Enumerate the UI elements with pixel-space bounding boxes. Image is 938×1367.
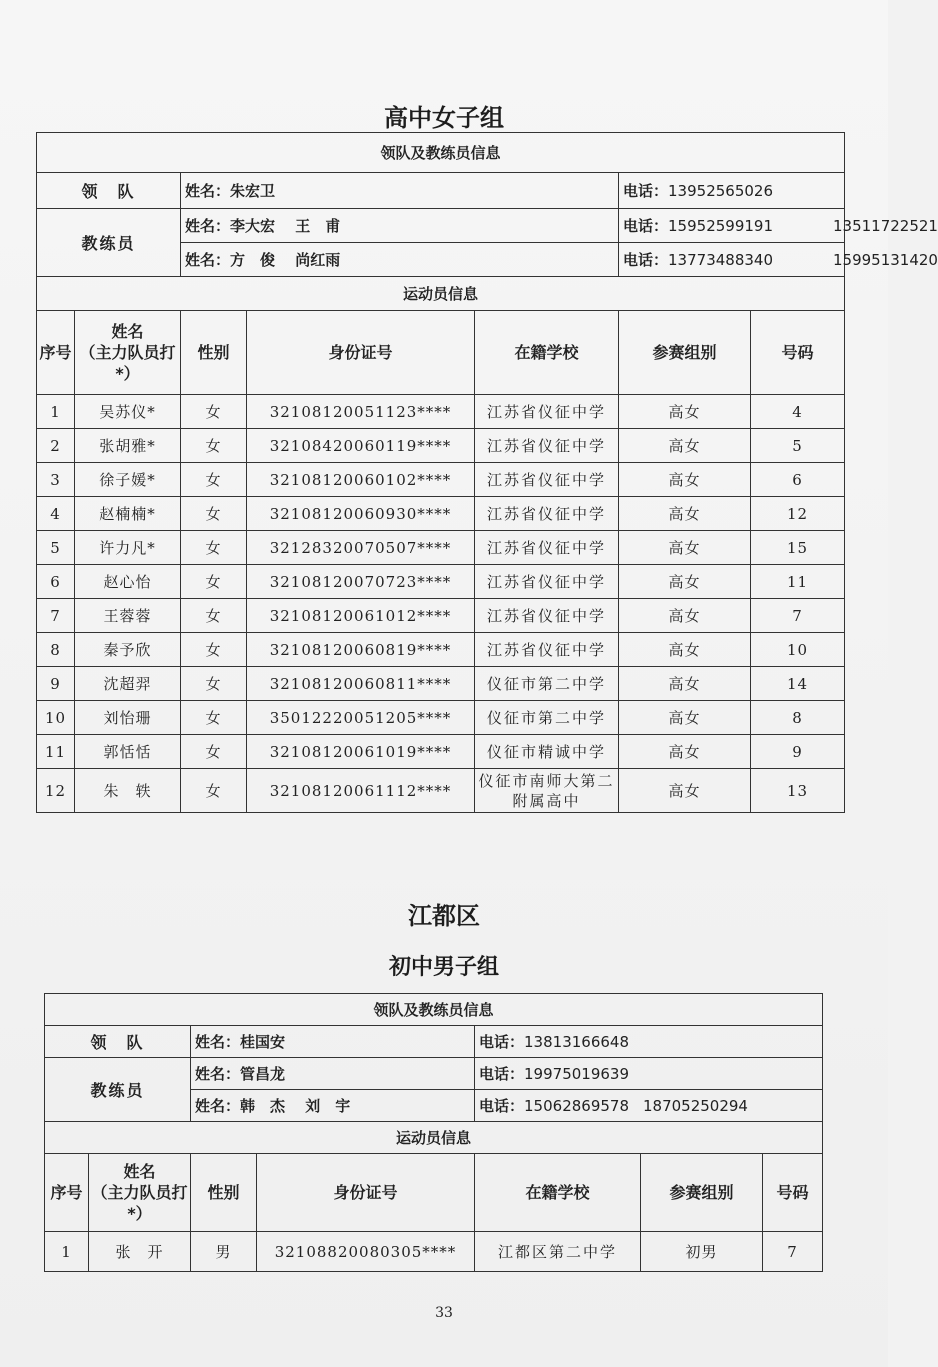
- athlete-group: 高女: [619, 497, 751, 531]
- athlete-name: 沈超羿: [75, 667, 181, 701]
- athlete-number: 11: [751, 565, 845, 599]
- coach-names: 管昌龙: [240, 1065, 286, 1083]
- coach-names: 李大宏 王 甫: [230, 217, 341, 235]
- athlete-group: 高女: [619, 599, 751, 633]
- leader-label: 领 队: [45, 1026, 191, 1058]
- coach-phone: 19975019639: [524, 1065, 629, 1083]
- leader-name-cell: [191, 1026, 475, 1058]
- row-no: 7: [37, 599, 75, 633]
- athlete-name: 张胡雅*: [75, 429, 181, 463]
- table-row: [37, 701, 845, 735]
- table-row: [37, 429, 845, 463]
- athlete-number: 14: [751, 667, 845, 701]
- athlete-gender: 女: [181, 769, 247, 813]
- athlete-id: 32108120051123****: [247, 395, 475, 429]
- athlete-gender: 女: [181, 497, 247, 531]
- col-header-number: 号码: [751, 311, 845, 395]
- athlete-school: 江苏省仪征中学: [475, 429, 619, 463]
- leader-label: 领 队: [37, 173, 181, 209]
- row-no: 10: [37, 701, 75, 735]
- leader-name: 桂国安: [240, 1033, 286, 1051]
- district-title: 江都区: [408, 901, 480, 930]
- athlete-id: 32108420060119****: [247, 429, 475, 463]
- table-row: [37, 667, 845, 701]
- coach-phone: 15062869578: [524, 1097, 629, 1115]
- table-row: [37, 395, 845, 429]
- leader-phone: 13813166648: [524, 1033, 629, 1051]
- name-prefix: 姓名：: [195, 1033, 241, 1051]
- athlete-group: 高女: [619, 735, 751, 769]
- athlete-group: 高女: [619, 429, 751, 463]
- table-row: [37, 599, 845, 633]
- athlete-number: 7: [763, 1232, 823, 1272]
- phone-prefix: 电话：: [479, 1033, 525, 1051]
- col-header-name: 姓名 （主力队员打*）: [89, 1154, 191, 1232]
- coach-phone-2: 13511722521: [833, 217, 938, 235]
- athlete-number: 5: [751, 429, 845, 463]
- athlete-id: 32108120060811****: [247, 667, 475, 701]
- coach-phone-cell: [619, 209, 938, 243]
- name-prefix: 姓名：: [185, 182, 231, 200]
- col-header-school: 在籍学校: [475, 311, 619, 395]
- athlete-gender: 女: [181, 429, 247, 463]
- name-prefix: 姓名：: [195, 1065, 241, 1083]
- athlete-number: 9: [751, 735, 845, 769]
- athlete-id: 32108120061112****: [247, 769, 475, 813]
- athlete-gender: 女: [181, 531, 247, 565]
- row-no: 5: [37, 531, 75, 565]
- coach-names: 方 俊 尚红雨: [230, 251, 341, 269]
- col-header-group: 参赛组别: [619, 311, 751, 395]
- row-no: 9: [37, 667, 75, 701]
- col-header-number: 号码: [763, 1154, 823, 1232]
- row-no: 3: [37, 463, 75, 497]
- athlete-group: 高女: [619, 395, 751, 429]
- col-header-gender: 性别: [181, 311, 247, 395]
- athlete-school: 仪征市精诚中学: [475, 735, 619, 769]
- col-header-gender: 性别: [191, 1154, 257, 1232]
- coach-name-cell: [191, 1058, 475, 1090]
- col-header-school: 在籍学校: [475, 1154, 641, 1232]
- athlete-gender: 男: [191, 1232, 257, 1272]
- row-no: 12: [37, 769, 75, 813]
- section1-title: 高中女子组: [384, 103, 504, 132]
- col-header-group: 参赛组别: [641, 1154, 763, 1232]
- athlete-school: 江苏省仪征中学: [475, 531, 619, 565]
- athlete-name: 赵楠楠*: [75, 497, 181, 531]
- athlete-school: 江苏省仪征中学: [475, 565, 619, 599]
- athlete-school: 江苏省仪征中学: [475, 599, 619, 633]
- athlete-group: 高女: [619, 463, 751, 497]
- athlete-id: 32108120060819****: [247, 633, 475, 667]
- row-no: 1: [37, 395, 75, 429]
- athlete-school: 江苏省仪征中学: [475, 497, 619, 531]
- athlete-number: 12: [751, 497, 845, 531]
- table-row: [37, 735, 845, 769]
- athlete-header: 运动员信息: [45, 1122, 823, 1154]
- athlete-number: 6: [751, 463, 845, 497]
- coach-phone-2: 18705250294: [643, 1097, 748, 1115]
- athlete-id: 32108120061019****: [247, 735, 475, 769]
- athlete-school: 江苏省仪征中学: [475, 463, 619, 497]
- section2-title: 初中男子组: [388, 954, 499, 980]
- athlete-id: 32128320070507****: [247, 531, 475, 565]
- name-prefix: 姓名：: [185, 251, 231, 269]
- athlete-name: 朱 轶: [75, 769, 181, 813]
- coach-name-cell: [181, 243, 619, 277]
- section1-table: [36, 132, 938, 813]
- athlete-school: 江都区第二中学: [475, 1232, 641, 1272]
- leader-phone-cell: [619, 173, 845, 209]
- coach-name-cell: [191, 1090, 475, 1122]
- athlete-group: 高女: [619, 565, 751, 599]
- leader-name-cell: [181, 173, 619, 209]
- athlete-header: 运动员信息: [37, 277, 845, 311]
- athlete-id: 32108120061012****: [247, 599, 475, 633]
- athlete-gender: 女: [181, 633, 247, 667]
- athlete-number: 7: [751, 599, 845, 633]
- athlete-gender: 女: [181, 735, 247, 769]
- athlete-number: 8: [751, 701, 845, 735]
- athlete-id: 32108120060102****: [247, 463, 475, 497]
- leader-phone: 13952565026: [668, 182, 773, 200]
- athlete-school: 江苏省仪征中学: [475, 633, 619, 667]
- page-number: 33: [435, 1305, 453, 1321]
- name-prefix: 姓名：: [185, 217, 231, 235]
- athlete-school: 仪征市第二中学: [475, 667, 619, 701]
- athlete-name: 徐子媛*: [75, 463, 181, 497]
- athlete-group: 高女: [619, 667, 751, 701]
- phone-prefix: 电话：: [623, 217, 669, 235]
- athlete-gender: 女: [181, 701, 247, 735]
- athlete-name: 秦予欣: [75, 633, 181, 667]
- coach-phone-cell: [475, 1058, 823, 1090]
- col-header-id: 身份证号: [257, 1154, 475, 1232]
- athlete-group: 高女: [619, 701, 751, 735]
- athlete-gender: 女: [181, 463, 247, 497]
- coach-label: 教练员: [37, 209, 181, 277]
- athlete-group: 高女: [619, 531, 751, 565]
- athlete-number: 13: [751, 769, 845, 813]
- athlete-name: 吴苏仪*: [75, 395, 181, 429]
- leader-coach-header: 领队及教练员信息: [45, 994, 823, 1026]
- row-no: 6: [37, 565, 75, 599]
- row-no: 8: [37, 633, 75, 667]
- leader-name: 朱宏卫: [230, 182, 276, 200]
- athlete-name: 张 开: [89, 1232, 191, 1272]
- athlete-name: 赵心怡: [75, 565, 181, 599]
- phone-prefix: 电话：: [623, 251, 669, 269]
- phone-prefix: 电话：: [479, 1065, 525, 1083]
- col-header-no: 序号: [37, 311, 75, 395]
- athlete-id: 32108820080305****: [257, 1232, 475, 1272]
- table-row: [37, 565, 845, 599]
- name-prefix: 姓名：: [195, 1097, 241, 1115]
- table-row: [37, 497, 845, 531]
- coach-phone-2: 15995131420: [833, 251, 938, 269]
- coach-phone: 13773488340: [668, 251, 773, 269]
- athlete-gender: 女: [181, 395, 247, 429]
- athlete-name: 郭恬恬: [75, 735, 181, 769]
- coach-phone: 15952599191: [668, 217, 773, 235]
- section2-table: [44, 993, 823, 1272]
- col-header-no: 序号: [45, 1154, 89, 1232]
- athlete-school: 仪征市南师大第二附属高中: [475, 769, 619, 813]
- row-no: 11: [37, 735, 75, 769]
- phone-prefix: 电话：: [479, 1097, 525, 1115]
- athlete-name: 许力凡*: [75, 531, 181, 565]
- athlete-group: 高女: [619, 633, 751, 667]
- athlete-number: 10: [751, 633, 845, 667]
- coach-phone-cell: [475, 1090, 823, 1122]
- athlete-name: 王蓉蓉: [75, 599, 181, 633]
- athlete-group: 初男: [641, 1232, 763, 1272]
- row-no: 1: [45, 1232, 89, 1272]
- athlete-name: 刘怡珊: [75, 701, 181, 735]
- table-row: [45, 1232, 823, 1272]
- col-header-id: 身份证号: [247, 311, 475, 395]
- col-header-name: 姓名 （主力队员打*）: [75, 311, 181, 395]
- table-row: [37, 531, 845, 565]
- table-row: [37, 769, 845, 813]
- athlete-number: 4: [751, 395, 845, 429]
- athlete-gender: 女: [181, 565, 247, 599]
- athlete-school: 江苏省仪征中学: [475, 395, 619, 429]
- athlete-gender: 女: [181, 667, 247, 701]
- leader-phone-cell: [475, 1026, 823, 1058]
- coach-label: 教练员: [45, 1058, 191, 1122]
- coach-name-cell: [181, 209, 619, 243]
- table-row: [37, 633, 845, 667]
- athlete-gender: 女: [181, 599, 247, 633]
- row-no: 4: [37, 497, 75, 531]
- athlete-school: 仪征市第二中学: [475, 701, 619, 735]
- coach-names: 韩 杰 刘 宇: [240, 1097, 351, 1115]
- table-row: [37, 463, 845, 497]
- athlete-number: 15: [751, 531, 845, 565]
- row-no: 2: [37, 429, 75, 463]
- leader-coach-header: 领队及教练员信息: [37, 133, 845, 173]
- athlete-id: 32108120060930****: [247, 497, 475, 531]
- phone-prefix: 电话：: [623, 182, 669, 200]
- coach-phone-cell: [619, 243, 938, 277]
- athlete-id: 35012220051205****: [247, 701, 475, 735]
- athlete-id: 32108120070723****: [247, 565, 475, 599]
- athlete-group: 高女: [619, 769, 751, 813]
